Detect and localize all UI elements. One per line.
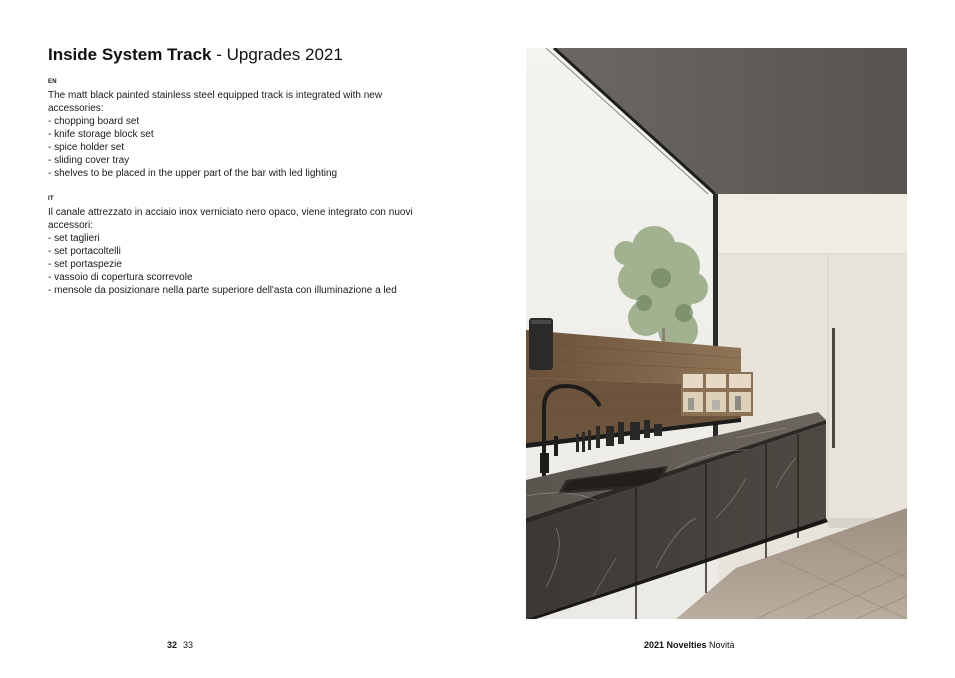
intro-en: The matt black painted stainless steel equipped track is integrated with new accessories: [48, 90, 383, 114]
lang-code-it: IT [48, 196, 54, 202]
kitchen-photo [526, 48, 907, 619]
lang-code-en: EN [48, 79, 57, 85]
page-numbers [167, 640, 193, 650]
list-item: - mensole da posizionare nella parte superiore dell'asta con illuminazione a led [48, 285, 397, 296]
list-item: - set portacoltelli [48, 246, 121, 257]
section-name-it: Novità [706, 640, 735, 650]
list-item: - sliding cover tray [48, 155, 130, 166]
accessory-list-en [48, 115, 438, 180]
title-subtitle: - Upgrades 2021 [211, 45, 343, 64]
list-item: - spice holder set [48, 142, 125, 153]
list-item: - vassoio di copertura scorrevole [48, 272, 193, 283]
accessory-list-it [48, 232, 438, 297]
list-item: - set taglieri [48, 233, 100, 244]
list-item: - knife storage block set [48, 129, 154, 140]
text-block-it [48, 206, 438, 297]
text-block-en [48, 89, 438, 180]
title-bold: Inside System Track [48, 45, 212, 64]
section-footer [644, 640, 735, 650]
page-number-current: 32 [167, 640, 178, 650]
list-item: - chopping board set [48, 116, 140, 127]
shelf-unit [681, 372, 753, 416]
section-name: 2021 Novelties [644, 640, 707, 650]
intro-it: Il canale attrezzato in acciaio inox verniciato nero opaco, viene integrato con nuovi accessori: [48, 207, 413, 231]
page-number-facing: 33 [183, 640, 194, 650]
page-title [48, 44, 343, 66]
list-item: - shelves to be placed in the upper part of the bar with led lighting [48, 168, 338, 179]
list-item: - set portaspezie [48, 259, 122, 270]
